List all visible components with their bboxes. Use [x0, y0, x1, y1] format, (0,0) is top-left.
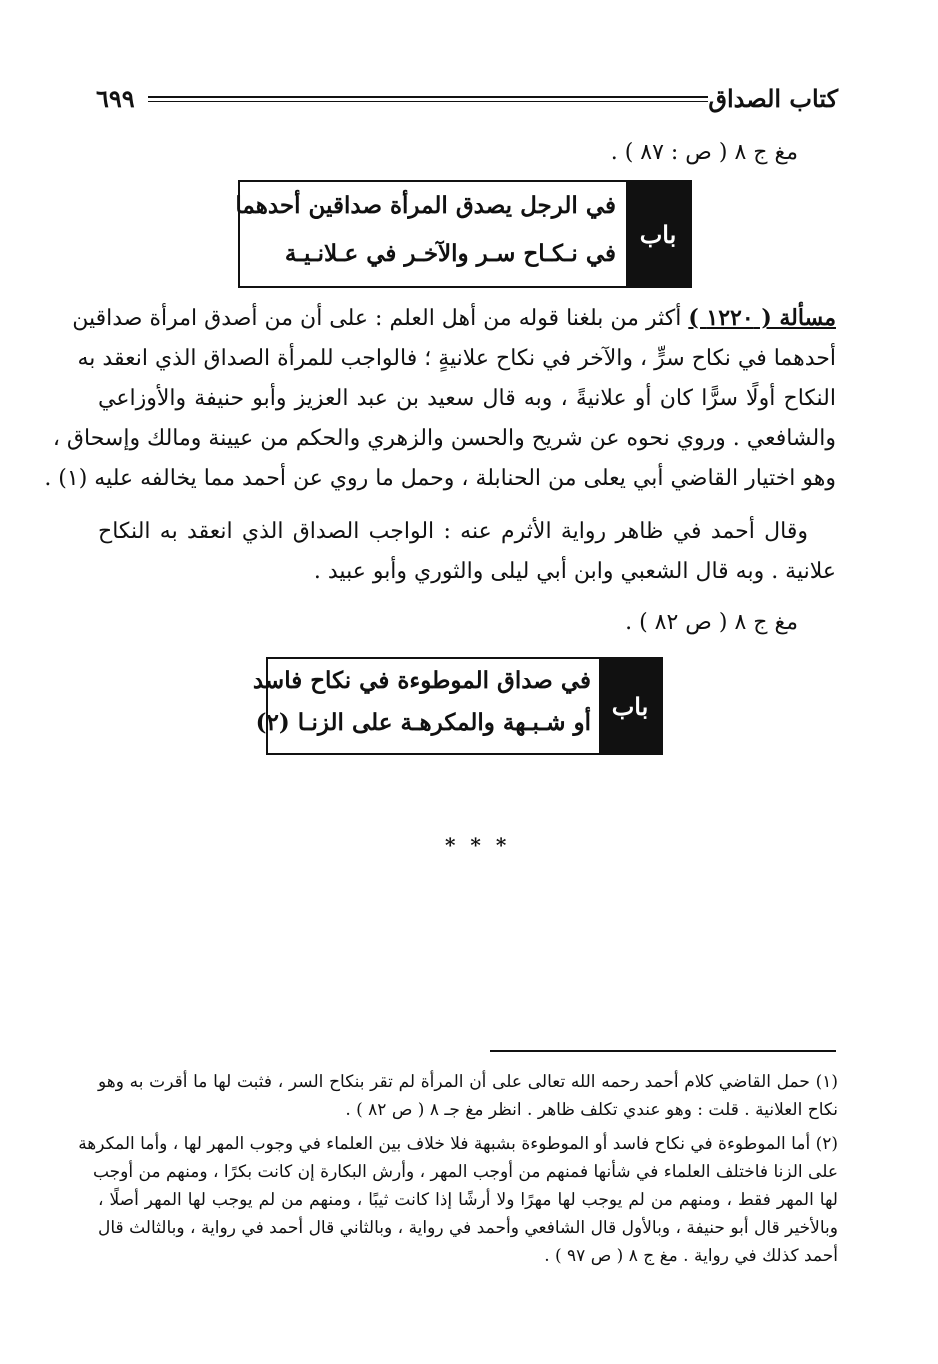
chapter-box-1 — [235, 180, 692, 288]
footnote-1 — [98, 1068, 838, 1124]
footnote-line: (٢) أما الموطوءة في نكاح فاسد أو الموطوءة بشبهة فلا خلاف بين العلماء في وجوب المهر لها ، وأما المكرهة — [78, 1134, 838, 1154]
paragraph-line — [72, 298, 836, 339]
bab-heading-line: في صداق الموطوءة في نكاح فاسد — [252, 667, 591, 694]
chapter-box-2 — [252, 657, 663, 755]
footnote-line: أحمد كذلك في رواية . مغ ج ٨ ( ص ٩٧ ) . — [544, 1246, 838, 1266]
paragraph-2 — [98, 512, 836, 592]
running-header — [96, 82, 838, 122]
paragraph-line: وقال أحمد في ظاهر رواية الأثرم عنه : الواجب الصداق الذي انعقد به النكاح — [98, 519, 808, 544]
paragraph-line: وهو اختيار القاضي أبي يعلى من الحنابلة ، وحمل ما روي عن أحمد مما يخالفه عليه (١) . — [44, 466, 836, 491]
paragraph-line: أحدهما في نكاح سرٍّ ، والآخر في نكاح علانيةٍ ؛ فالواجب للمرأة الصداق الذي انعقد به — [77, 346, 836, 371]
masala-paragraph — [44, 298, 836, 499]
section-separator: * * * — [445, 833, 511, 857]
bab-heading-line: أو شـبـهة والمكرهـة على الزنـا (٢) — [255, 709, 591, 736]
source-reference-2: مغ ج ٨ ( ص ٨٢ ) . — [625, 610, 798, 635]
paragraph-line: والشافعي . وروي نحوه عن شريح والحسن والزهري والحكم من عيينة ومالك وإسحاق ، — [52, 426, 836, 451]
footnote-line: (١) حمل القاضي كلام أحمد رحمه الله تعالى على أن المرأة لم تقر بنكاح السر ، فثبت لها ما أقرت به وهو — [98, 1072, 838, 1092]
page-number: ٦٩٩ — [96, 84, 135, 113]
bab-heading-line: في الرجل يصدق المرأة صداقين أحدهما — [235, 192, 616, 219]
footnote-line: لها المهر فقط ، ومنهم من لم يوجب لها مهرًا ولا أرشًا إذا كانت ثيبًا ، ومنهم من لم يوجب لها المهر أصلًا ، — [98, 1190, 838, 1210]
source-reference-1: مغ ج ٨ ( ص : ٨٧ ) . — [610, 140, 798, 165]
masala-label: مسألة ( ١٢٢٠ ) — [688, 305, 836, 331]
bab-heading-line: في نـكـاح سـر والآخـر في عـلانـيـة — [284, 240, 616, 267]
footnote-line: وبالأخير قال أبو حنيفة ، وبالأول قال الشافعي وأحمد في رواية ، وبالثاني قال أحمد في رواية ، وبالثالث قال — [98, 1218, 838, 1238]
footnote-line: على الزنا فاختلف العلماء في شأنها فمنهم من أوجب المهر ، وأرش البكارة إن كانت بكرًا ، ومنهم من أوجب — [92, 1162, 838, 1182]
header-rule — [148, 96, 708, 102]
paragraph-line: علانية . وبه قال الشعبي وابن أبي ليلى والثوري وأبو عبيد . — [313, 559, 836, 584]
footnote-line: نكاح العلانية . قلت : وهو عندي تكلف ظاهر . انظر مغ جـ ٨ ( ص ٨٢ ) . — [345, 1100, 838, 1120]
text-run: أكثر من بلغنا قوله من أهل العلم : على أن من أصدق امرأة صداقين — [72, 306, 682, 331]
bab-label: باب — [626, 182, 690, 286]
footnote-2 — [78, 1130, 838, 1270]
bab-label: باب — [599, 659, 661, 753]
footnote-rule — [490, 1050, 836, 1052]
chapter-title: كتاب الصداق — [708, 84, 838, 113]
paragraph-line: النكاح أولًا سرًّا كان أو علانيةً ، وبه قال سعيد بن عبد العزيز وأبو حنيفة والأوزاعي — [98, 386, 836, 411]
